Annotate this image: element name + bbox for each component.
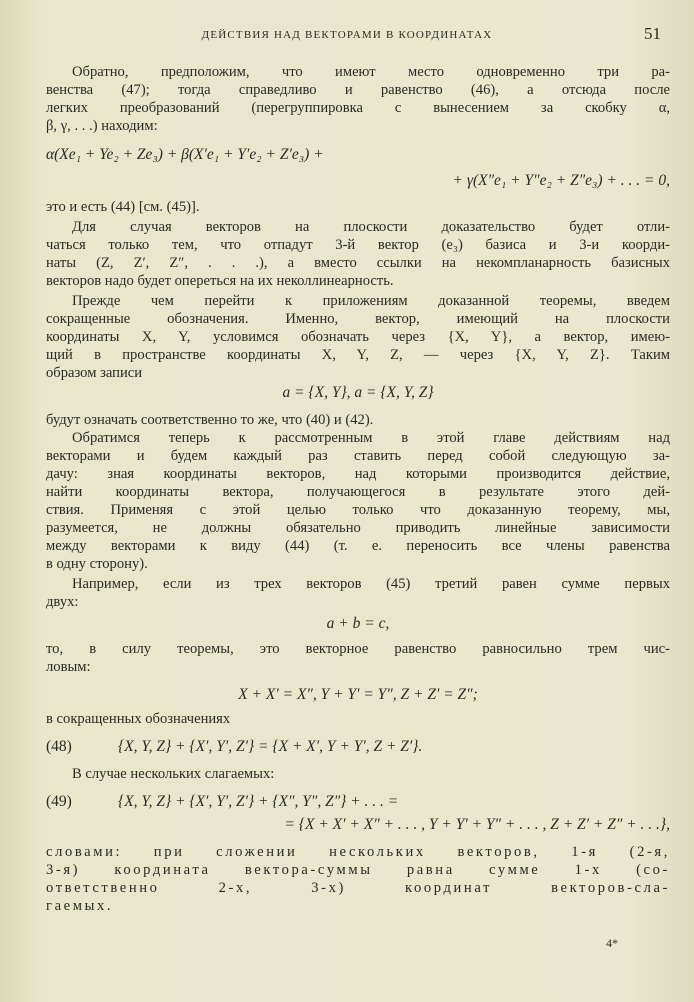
text-line: ответственно 2-х, 3-х) координат векторов-сла- <box>46 880 670 896</box>
text-line: найти координаты вектора, получающегося в результате этого дей- <box>46 484 670 500</box>
text-line: образом записи <box>46 365 143 381</box>
equation-line: a = {X, Y}, a = {X, Y, Z} <box>282 384 434 401</box>
equation-line: X + X′ = X″, Y + Y′ = Y″, Z + Z′ = Z″; <box>238 686 478 703</box>
text-line: Обратно, предположим, что имеют место одновременно три ра- <box>72 64 670 80</box>
equation-line: α(Xe₁ + Ye₂ + Ze₃) + β(X′e₁ + Y′e₂ + Z′e₃) + <box>46 146 324 163</box>
text-line: разумеется, не должны обязательно приводить линейные зависимости <box>46 520 670 536</box>
equation-line: = {X + X′ + X″ + . . . , Y + Y′ + Y″ + . . . , Z + Z′ + Z″ + . . .}, <box>284 816 670 833</box>
signature-mark: 4* <box>606 936 618 950</box>
equation-49 <box>46 793 670 813</box>
text-line: то, в силу теоремы, это векторное равенство равносильно трем чис- <box>46 641 670 657</box>
text-line: Например, если из трех векторов (45) третий равен сумме первых <box>72 576 670 592</box>
text-line: в одну сторону). <box>46 556 148 572</box>
equation-line: a + b = c, <box>326 615 390 632</box>
text-line: между векторами к виду (44) (т. е. переносить все члены равенства <box>46 538 670 554</box>
text-line: венства (47); тогда справедливо и равенство (46), а отсюда после <box>46 82 670 98</box>
text-line: В случае нескольких слагаемых: <box>72 766 275 782</box>
text-line: Обратимся теперь к рассмотренным в этой главе действиям над <box>72 430 670 446</box>
text-line: ствия. Применяя с этой целью только что доказанную теорему, мы, <box>46 502 670 518</box>
equation-body: {X, Y, Z} + {X′, Y′, Z′} + {X″, Y″, Z″} + . . . = <box>118 793 399 810</box>
equation-number: (49) <box>46 793 72 810</box>
text-line: будут означать соответственно то же, что (40) и (42). <box>46 412 374 428</box>
text-line: наты (Z, Z′, Z″, . . .), а вместо ссылки на некомпланарность базисных <box>46 255 670 271</box>
text-line: Прежде чем перейти к приложениям доказанной теоремы, введем <box>72 293 670 309</box>
text-line: ловым: <box>46 659 91 675</box>
text-line: дачу: зная координаты векторов, над которыми производится действие, <box>46 466 670 482</box>
text-line: двух: <box>46 594 79 610</box>
equation-48 <box>46 738 670 758</box>
text-line: словами: при сложении нескольких векторов, 1-я (2-я, <box>46 844 670 860</box>
equation-number: (48) <box>46 738 72 755</box>
equation-body: {X, Y, Z} + {X′, Y′, Z′} = {X + X′, Y + Y′, Z + Z′}. <box>118 738 423 755</box>
page-number: 51 <box>644 24 661 43</box>
text-line: β, γ, . . .) находим: <box>46 118 158 134</box>
text-line: Для случая векторов на плоскости доказательство будет отли- <box>72 219 670 235</box>
text-line: координаты X, Y, условимся обозначать через {X, Y}, а вектор, имею- <box>46 329 670 345</box>
text-line: гаемых. <box>46 898 114 914</box>
text-line: векторами и будем каждый раз ставить перед собой следующую за- <box>46 448 670 464</box>
text-line: векторов надо будет опереться на их неколлинеарность. <box>46 273 394 289</box>
text-line: сокращенные обозначения. Именно, вектор, имеющий на плоскости <box>46 311 670 327</box>
text-line: 3-я) координата вектора-суммы равна сумме 1-х (со- <box>46 862 670 878</box>
equation-line: + γ(X″e₁ + Y″e₂ + Z″e₃) + . . . = 0, <box>452 172 670 189</box>
text-line: это и есть (44) [см. (45)]. <box>46 199 200 215</box>
text-line: легких преобразований (перегруппировка с вынесением за скобку α, <box>46 100 670 116</box>
text-line: в сокращенных обозначениях <box>46 711 231 727</box>
text-line: щий в пространстве координаты X, Y, Z, — через {X, Y, Z}. Таким <box>46 347 670 363</box>
text-line: чаться только тем, что отпадут 3-й вектор (e₃) базиса и 3-и коорди- <box>46 237 670 253</box>
running-header: ДЕЙСТВИЯ НАД ВЕКТОРАМИ В КООРДИНАТАХ <box>201 29 493 41</box>
